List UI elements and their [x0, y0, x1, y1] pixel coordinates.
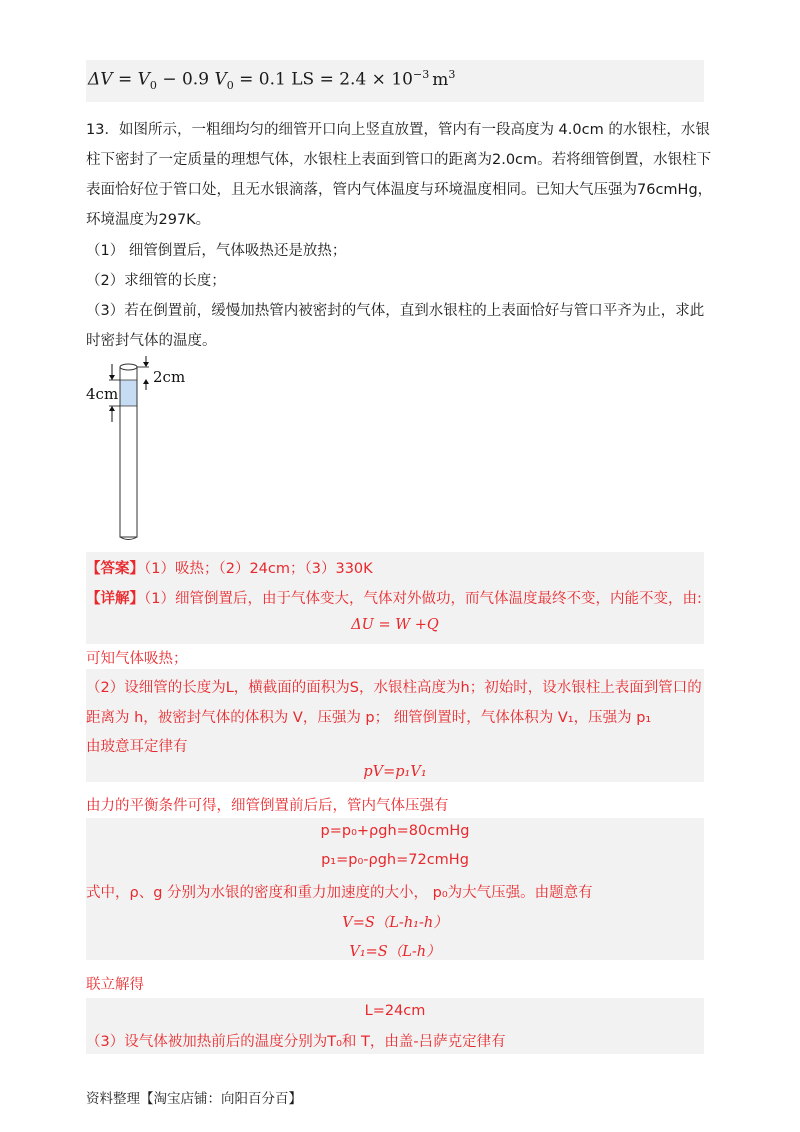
- top-formula: $\Delta V = V_0 - 0.9$ $V_0 = 0.1$ LS = $2.4 \times 10^{-3}$ $m^3$: [88, 68, 456, 93]
- tube-top-opening: [120, 364, 137, 370]
- detail-line-2: 可知气体吸热；: [86, 651, 188, 667]
- dim-4cm-arrowhead-top: [109, 375, 115, 380]
- answer-line: [86, 557, 373, 578]
- question-line-3: 表面恰好位于管口处，且无水银滴落，管内气体温度与环境温度相同。已知大气压强为76cmHg，: [86, 182, 713, 198]
- dim-2cm-arrowhead-top: [143, 362, 149, 367]
- label-2cm: 2cm: [153, 368, 186, 386]
- answer-tag: 【答案】: [86, 561, 144, 577]
- equation-boyle: pV=p₁V₁: [363, 764, 427, 780]
- equation-length: L=24cm: [364, 1003, 426, 1019]
- detail-tag: 【详解】: [86, 591, 144, 607]
- sub-question-3-line-2: 时密封气体的温度。: [86, 333, 217, 349]
- detail-line-7: 式中，ρ、g 分别为水银的密度和重力加速度的大小， p₀为大气压强。由题意有: [86, 885, 593, 901]
- detail-line-3: （2）设细管的长度为L，横截面的面积为S，水银柱高度为h；初始时，设水银柱上表面到管口的: [86, 680, 702, 696]
- equation-first-law: ΔU = W +Q: [351, 617, 439, 633]
- question-line-2: 柱下密封了一定质量的理想气体，水银柱上表面到管口的距离为2.0cm。若将细管倒置，水银柱下: [86, 152, 712, 168]
- sub-question-2: （2）求细管的长度；: [86, 273, 226, 289]
- dim-2cm-arrowhead-bottom: [143, 379, 149, 384]
- dim-4cm-arrowhead-bottom: [109, 406, 115, 411]
- question-line-4: 环境温度为297K。: [86, 212, 211, 228]
- detail-line-1: 【详解】（1）细管倒置后，由于气体变大，气体对外做功，而气体温度最终不变，内能不变，由:: [86, 591, 702, 607]
- detail-line-9: （3）设气体被加热前后的温度分别为T₀和 T，由盖-吕萨克定律有: [86, 1034, 506, 1050]
- sub-question-1: （1） 细管倒置后，气体吸热还是放热；: [86, 243, 347, 259]
- detail-line-5: 由玻意耳定律有: [86, 739, 188, 755]
- page-footer: 资料整理【淘宝店铺：向阳百分百】: [86, 1091, 302, 1107]
- detail-line-4: 距离为 h，被密封气体的体积为 V，压强为 p； 细管倒置时，气体体积为 V₁，压强为 p₁: [86, 710, 652, 726]
- label-4cm: 4cm: [86, 385, 119, 403]
- detail-line-8: 联立解得: [86, 977, 144, 993]
- question-line-1: 13．如图所示，一粗细均匀的细管开口向上竖直放置，管内有一段高度为 4.0cm 的水银柱，水银: [86, 122, 710, 138]
- equation-volume-1: V=S（L-h₁-h）: [342, 915, 448, 931]
- detail-line-6: 由力的平衡条件可得，细管倒置前后后，管内气体压强有: [86, 798, 449, 814]
- tube-figure: [86, 356, 202, 542]
- sub-question-3-line-1: （3）若在倒置前，缓慢加热管内被密封的气体，直到水银柱的上表面恰好与管口平齐为止，求此: [86, 303, 705, 319]
- equation-pressure-2: p₁=p₀-ρgh=72cmHg: [321, 852, 469, 868]
- mercury-column: [120, 380, 137, 406]
- answer-text: （1）吸热；（2）24cm；（3）330K: [144, 561, 373, 577]
- equation-pressure-1: p=p₀+ρgh=80cmHg: [320, 823, 470, 839]
- equation-volume-2: V₁=S（L-h）: [349, 944, 441, 960]
